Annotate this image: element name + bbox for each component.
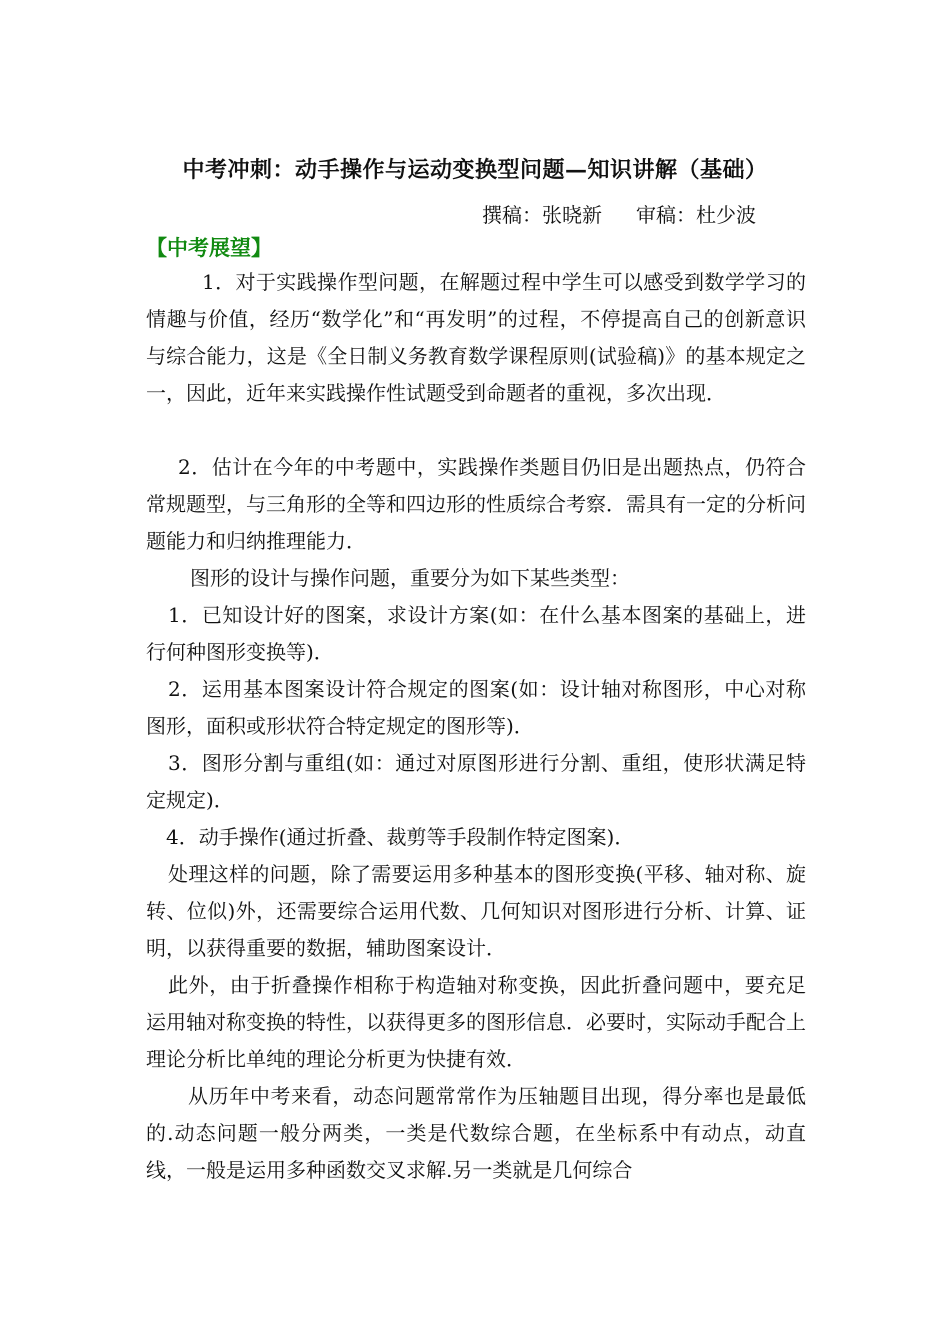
- paragraph-5: 2．运用基本图案设计符合规定的图案(如：设计轴对称图形，中心对称图形，面积或形状符合特定规定的图形等)．: [146, 677, 806, 738]
- paragraph-1: 1．对于实践操作型问题，在解题过程中学生可以感受到数学学习的情趣与价值，经历“数学化”和“再发明”的过程，不停提高自己的创新意识与综合能力，这是《全日制义务教育数学课程原则(试验稿)》的基本规定之一，因此，近年来实践操作性试题受到命题者的重视，多次出现．: [146, 270, 806, 405]
- paragraph-4: 1．已知设计好的图案，求设计方案(如：在什么基本图案的基础上，进行何种图形变换等)．: [146, 603, 806, 664]
- paragraph-9: 此外，由于折叠操作相称于构造轴对称变换，因此折叠问题中，要充足运用轴对称变换的特性，以获得更多的图形信息．必要时，实际动手配合上理论分析比单纯的理论分析更为快捷有效．: [146, 973, 806, 1071]
- author-credit: 撰稿：张晓新: [482, 203, 602, 227]
- paragraph-2: 2．估计在今年的中考题中，实践操作类题目仍旧是出题热点，仍符合常规题型，与三角形的全等和四边形的性质综合考察．需具有一定的分析问题能力和归纳推理能力．: [146, 455, 806, 553]
- paragraph-8: 处理这样的问题，除了需要运用多种基本的图形变换(平移、轴对称、旋转、位似)外，还需要综合运用代数、几何知识对图形进行分析、计算、证明，以获得重要的数据，辅助图案设计．: [146, 862, 806, 960]
- section-heading: 【中考展望】: [146, 235, 272, 260]
- paragraph-6: 3．图形分割与重组(如：通过对原图形进行分割、重组，使形状满足特定规定)．: [146, 751, 806, 812]
- paragraph-7: 4．动手操作(通过折叠、裁剪等手段制作特定图案)．: [166, 825, 635, 849]
- byline: [482, 199, 756, 228]
- reviewer-credit: 审稿：杜少波: [636, 203, 756, 227]
- paragraph-3: 图形的设计与操作问题，重要分为如下某些类型：: [190, 566, 630, 590]
- document-title: 中考冲刺：动手操作与运动变换型问题—知识讲解（基础）: [182, 157, 768, 183]
- paragraph-10: 从历年中考来看，动态问题常常作为压轴题目出现，得分率也是最低的.动态问题一般分两类，一类是代数综合题，在坐标系中有动点，动直线，一般是运用多种函数交叉求解.另一类就是几何综合: [146, 1084, 806, 1182]
